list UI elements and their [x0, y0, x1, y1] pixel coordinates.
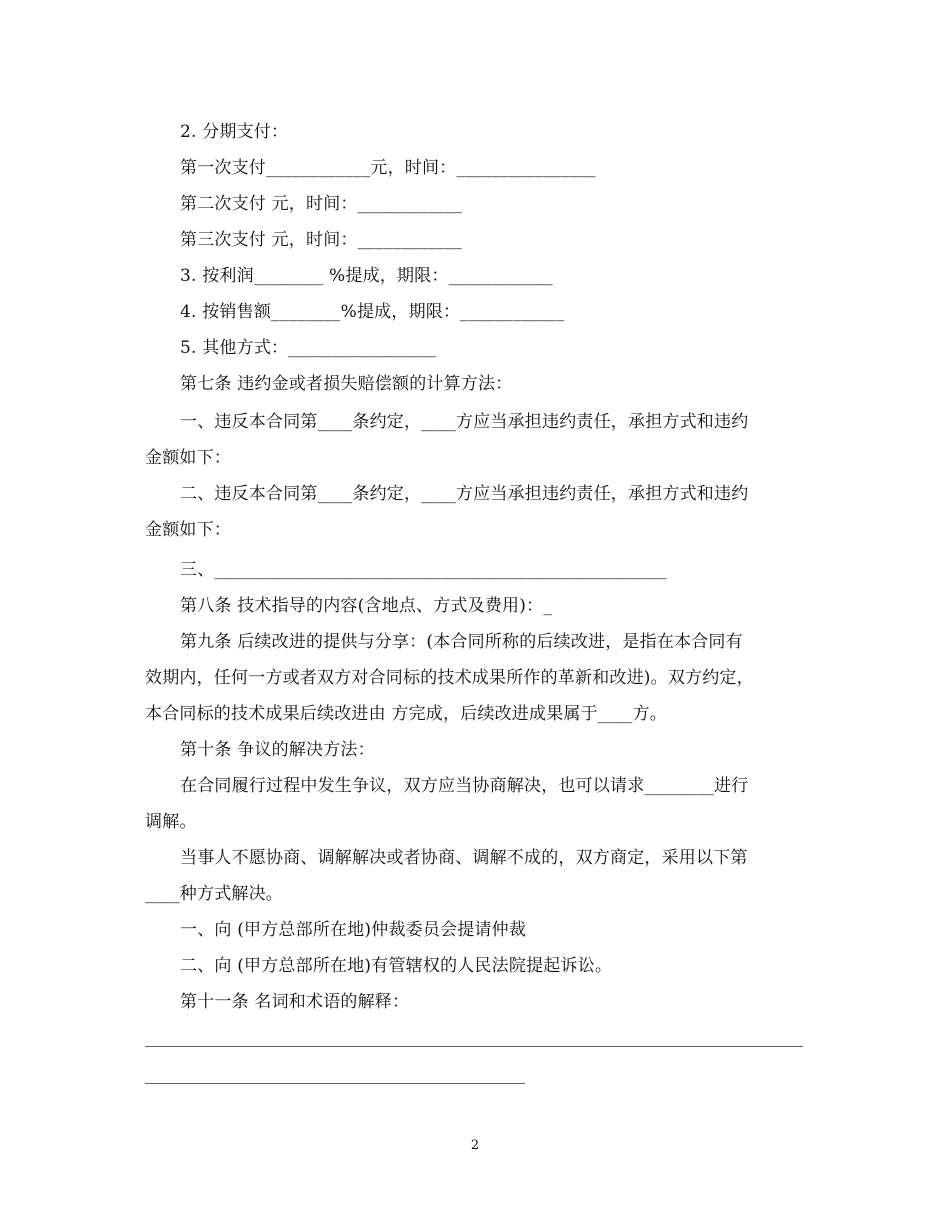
section-heading: 第十条 争议的解决方法：: [180, 740, 375, 760]
blank-fill-line: [145, 1083, 525, 1084]
text-line: 效期内，任何一方或者双方对合同标的技术成果所作的革新和改进)。双方约定，: [145, 668, 754, 688]
text-line: 当事人不愿协商、调解解决或者协商、调解不成的，双方商定，采用以下第: [180, 848, 748, 868]
text-line: 第二次支付 元，时间：____________: [180, 194, 463, 214]
text-line: 二、违反本合同第____条约定，____方应当承担违约责任，承担方式和违约: [180, 484, 749, 504]
section-heading: 第八条 技术指导的内容(含地点、方式及费用)：_: [180, 596, 552, 616]
blank-fill-line: [145, 1046, 803, 1047]
text-line: 金额如下：: [145, 520, 231, 540]
text-line: 3. 按利润________ %提成，期限：____________: [180, 266, 553, 286]
text-line: 本合同标的技术成果后续改进由 方完成，后续改进成果属于____方。: [145, 704, 668, 724]
text-line: 金额如下：: [145, 448, 231, 468]
text-line: 2. 分期支付：: [180, 122, 289, 142]
text-line: 调解。: [145, 812, 197, 832]
text-line: 二、向 (甲方总部所在地)有管辖权的人民法院提起诉讼。: [180, 956, 613, 976]
text-line: 4. 按销售额________%提成，期限：____________: [180, 302, 565, 322]
text-line: 5. 其他方式：_________________: [180, 338, 437, 358]
section-heading: 第九条 后续改进的提供与分享：(本合同所称的后续改进，是指在本合同有: [180, 632, 743, 652]
text-line: 三、____________________________________________________: [180, 560, 667, 580]
page-number: 2: [470, 1138, 480, 1153]
text-line: 一、违反本合同第____条约定，____方应当承担违约责任，承担方式和违约: [180, 412, 749, 432]
text-line: 一、向 (甲方总部所在地)仲裁委员会提请仲裁: [180, 920, 527, 940]
section-heading: 第十一条 名词和术语的解释：: [180, 992, 410, 1012]
text-line: ____种方式解决。: [145, 884, 283, 904]
text-line: 第一次支付____________元，时间：________________: [180, 158, 596, 178]
text-line: 在合同履行过程中发生争议，双方应当协商解决，也可以请求________进行: [180, 776, 749, 796]
text-line: 第三次支付 元，时间：____________: [180, 230, 463, 250]
section-heading: 第七条 违约金或者损失赔偿额的计算方法：: [180, 374, 513, 394]
